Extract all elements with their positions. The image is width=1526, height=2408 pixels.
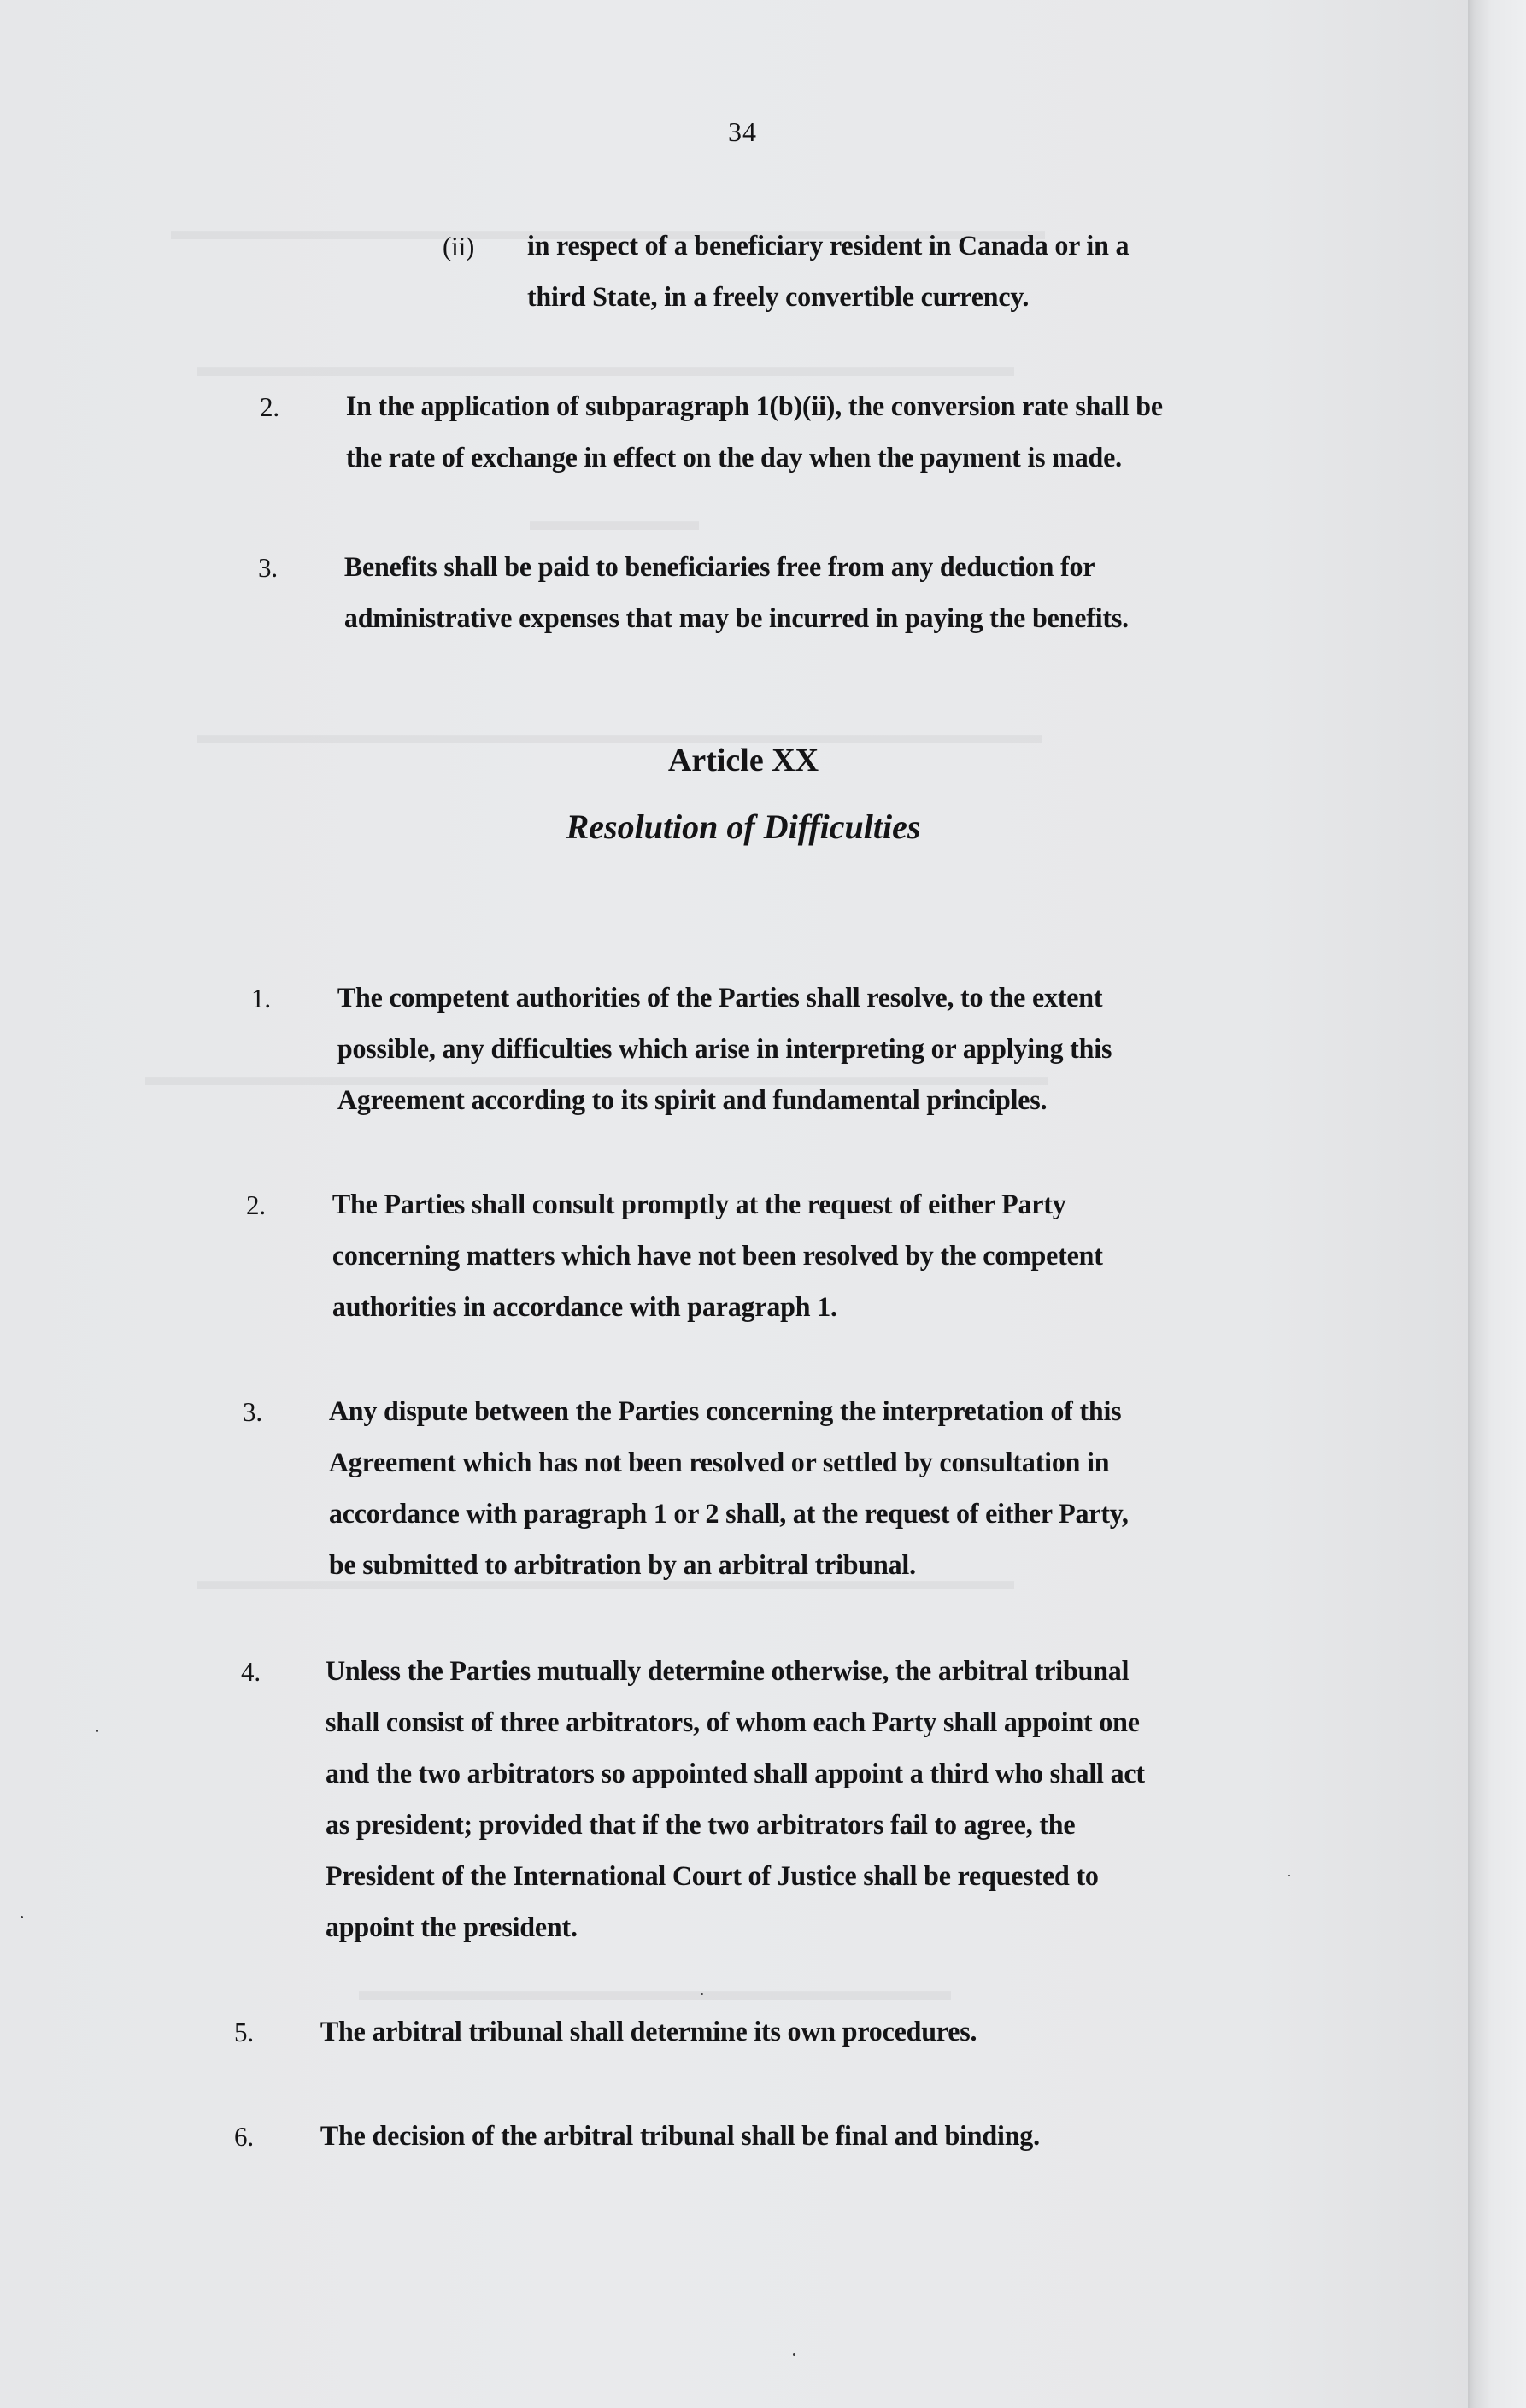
paragraph-number: 5. <box>234 2017 254 2047</box>
paragraph-line: The decision of the arbitral tribunal shall be final and binding. <box>320 2121 1040 2152</box>
paragraph-line: The arbitral tribunal shall determine its own procedures. <box>320 2017 977 2047</box>
paragraph-line: Unless the Parties mutually determine otherwise, the arbitral tribunal <box>325 1656 1130 1687</box>
paragraph-3-benefits <box>258 542 1129 644</box>
paragraph-line: and the two arbitrators so appointed shall appoint a third who shall act <box>325 1759 1145 1789</box>
subparagraph-line: in respect of a beneficiary resident in Canada or in a <box>526 231 1130 261</box>
page-edge-shadow <box>1468 0 1526 2408</box>
subparagraph-line: third State, in a freely convertible currency. <box>526 282 1030 313</box>
subparagraph-marker: (ii) <box>443 231 475 261</box>
paragraph-number: 6. <box>234 2121 254 2152</box>
paragraph-number: 3. <box>258 552 278 583</box>
paragraph-line: accordance with paragraph 1 or 2 shall, at the request of either Party, <box>328 1499 1129 1530</box>
paragraph-2-conversion <box>260 381 1163 484</box>
paragraph-line: The Parties shall consult promptly at the request of either Party <box>332 1189 1066 1220</box>
page-number: 34 <box>728 116 757 147</box>
paragraph-line: appoint the president. <box>325 1912 578 1943</box>
article-title: Article XX <box>667 743 819 778</box>
paragraph-line: President of the International Court of Justice shall be requested to <box>325 1861 1099 1892</box>
paragraph-line: In the application of subparagraph 1(b)(ii), the conversion rate shall be <box>345 391 1163 422</box>
article-paragraph-2 <box>246 1179 1103 1333</box>
paragraph-line: Any dispute between the Parties concerning the interpretation of this <box>328 1396 1122 1427</box>
article-subtitle: Resolution of Difficulties <box>566 808 921 846</box>
paragraph-line: the rate of exchange in effect on the day when the payment is made. <box>345 443 1122 473</box>
article-paragraph-1 <box>251 972 1112 1126</box>
article-paragraph-3 <box>243 1386 1129 1591</box>
paragraph-line: concerning matters which have not been resolved by the competent <box>332 1241 1103 1272</box>
article-paragraph-6 <box>234 2111 1040 2162</box>
paragraph-line: administrative expenses that may be incurred in paying the benefits. <box>343 603 1129 634</box>
article-paragraph-4 <box>241 1646 1145 1953</box>
paragraph-line: Benefits shall be paid to beneficiaries free from any deduction for <box>343 552 1095 583</box>
paragraph-number: 2. <box>246 1189 266 1220</box>
paragraph-line: as president; provided that if the two arbitrators fail to agree, the <box>325 1810 1076 1841</box>
scan-speck <box>1288 1875 1290 1876</box>
paragraph-number: 3. <box>243 1396 262 1427</box>
scan-speck <box>96 1730 98 1732</box>
paragraph-line: possible, any difficulties which arise in interpreting or applying this <box>337 1034 1112 1065</box>
paragraph-line: The competent authorities of the Parties shall resolve, to the extent <box>337 983 1103 1013</box>
scan-speck <box>793 2353 795 2356</box>
paragraph-line: be submitted to arbitration by an arbitral tribunal. <box>328 1550 916 1581</box>
paragraph-line: Agreement which has not been resolved or settled by consultation in <box>328 1448 1110 1478</box>
subparagraph-ii <box>443 220 1129 323</box>
article-paragraph-5 <box>234 2006 977 2058</box>
paragraph-line: Agreement according to its spirit and fundamental principles. <box>337 1085 1048 1116</box>
paragraph-number: 2. <box>260 391 279 422</box>
paragraph-line: authorities in accordance with paragraph 1. <box>332 1292 837 1323</box>
paragraph-line: shall consist of three arbitrators, of whom each Party shall appoint one <box>325 1707 1140 1738</box>
paragraph-number: 1. <box>251 983 271 1013</box>
scan-speck <box>701 1993 703 1995</box>
bleed-through-text <box>530 496 699 547</box>
scan-speck <box>21 1916 23 1918</box>
paragraph-number: 4. <box>241 1656 261 1687</box>
